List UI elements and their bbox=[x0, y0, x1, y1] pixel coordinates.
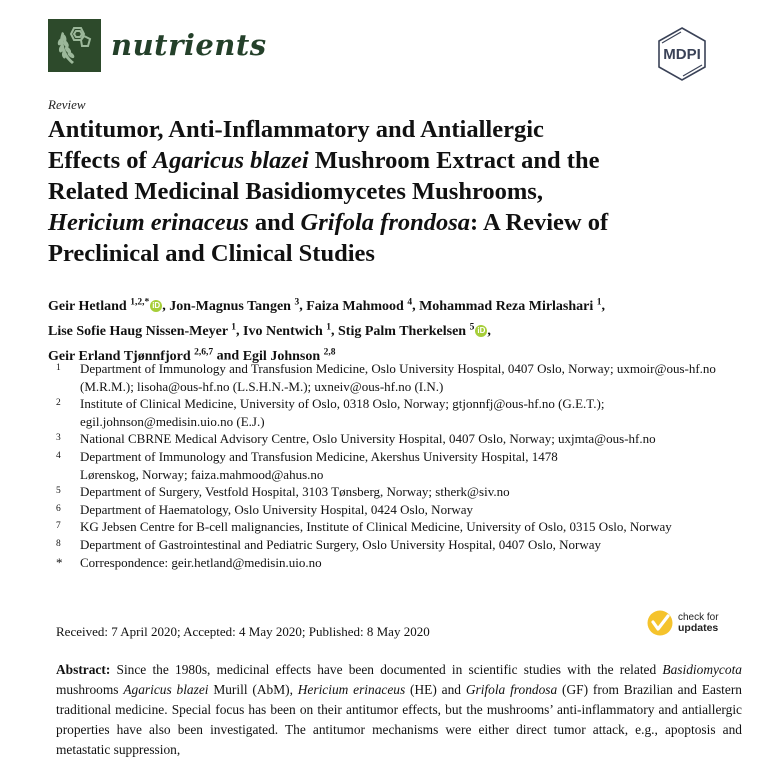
author[interactable] bbox=[306, 299, 412, 314]
journal-header bbox=[48, 18, 267, 72]
author-name: Stig Palm Therkelsen bbox=[338, 323, 467, 339]
author[interactable] bbox=[419, 299, 601, 314]
author-affiliation-ref: 2,8 bbox=[323, 347, 336, 358]
title-species: Grifola frondosa bbox=[300, 209, 471, 236]
author-name: Jon-Magnus Tangen bbox=[169, 298, 291, 314]
abstract-text: Since the 1980s, medicinal effects have been documented in scientific studies with the related bbox=[110, 662, 663, 677]
article-title bbox=[48, 114, 738, 269]
abstract-text: (HE) and bbox=[405, 682, 466, 697]
mdpi-hexagon-icon bbox=[656, 25, 708, 83]
author-affiliation-ref: 1 bbox=[596, 297, 602, 307]
title-line: Preclinical and Clinical Studies bbox=[48, 240, 375, 267]
abstract-label: Abstract: bbox=[56, 662, 111, 677]
affiliation-text: Department of Haematology, Oslo University Hospital, 0424 Oslo, Norway bbox=[80, 501, 474, 517]
author[interactable] bbox=[243, 324, 331, 339]
author-affiliation-ref: 3 bbox=[294, 297, 300, 307]
article-type: Review bbox=[48, 97, 86, 112]
mdpi-logo-text: MDPI bbox=[663, 46, 701, 63]
title-line: Antitumor, Anti-Inflammatory and Antiallergic bbox=[48, 116, 544, 143]
affiliation-item bbox=[56, 483, 746, 501]
separator: , bbox=[601, 298, 606, 314]
title-text: Effects of bbox=[48, 147, 153, 174]
affiliation-item bbox=[56, 448, 746, 483]
affiliation-number: 7 bbox=[56, 521, 61, 532]
correspondence-text: Correspondence: geir.hetland@medisin.uio.no bbox=[80, 554, 322, 570]
author-name: Geir Hetland bbox=[48, 298, 127, 314]
affiliation-item bbox=[56, 554, 746, 572]
separator: , bbox=[412, 298, 420, 314]
affiliation-text: Department of Gastrointestinal and Pediatric Surgery, Oslo University Hospital, 0407 Oslo, Norway bbox=[80, 536, 601, 552]
author-name: Mohammad Reza Mirlashari bbox=[419, 298, 594, 314]
author-affiliation-ref: 1 bbox=[326, 322, 332, 333]
affiliation-number: 4 bbox=[56, 450, 61, 461]
abstract-text: mushrooms bbox=[56, 682, 124, 697]
check-for-updates-label bbox=[678, 612, 719, 634]
abstract-species: Basidiomycota bbox=[662, 662, 742, 677]
author[interactable] bbox=[48, 299, 162, 314]
separator: , bbox=[487, 323, 491, 339]
title-species: Hericium erinaceus bbox=[48, 209, 249, 236]
affiliation-text: Department of Immunology and Transfusion Medicine, Akershus University Hospital, 1478 Lørenskog, Norway; faiza.mahmood@ahus.no bbox=[80, 448, 558, 482]
affiliation-item bbox=[56, 360, 746, 395]
journal-name[interactable]: nutrients bbox=[111, 28, 267, 62]
title-species: Agaricus blazei bbox=[152, 147, 309, 174]
separator: , bbox=[331, 323, 339, 339]
title-line: Related Medicinal Basidiomycetes Mushrooms, bbox=[48, 178, 543, 205]
abstract-text: (GF) from Brazilian and Eastern traditional medicine. Special focus has been on their antitumor effects, but the mushrooms’ anti-inflammatory and antiallergic properties have also been investigated. The antitumor mechanisms were either direct tumor attack, e.g., apoptosis and metastatic suppression, bbox=[56, 682, 742, 757]
author-name: Egil Johnson bbox=[242, 348, 321, 364]
affiliation-number: 1 bbox=[56, 363, 61, 373]
author-name: Ivo Nentwich bbox=[243, 323, 323, 339]
affiliation-item bbox=[56, 518, 746, 536]
author[interactable] bbox=[338, 324, 487, 339]
abstract-species: Hericium erinaceus bbox=[297, 682, 406, 697]
affiliation-number: 5 bbox=[56, 486, 61, 497]
author-affiliation-ref: 5 bbox=[469, 322, 475, 333]
check-for-updates-badge[interactable] bbox=[647, 610, 719, 636]
orcid-icon[interactable]: iD bbox=[152, 300, 161, 310]
check-mark-icon bbox=[647, 610, 673, 636]
affiliation-number: 8 bbox=[56, 538, 61, 549]
check-updates-line2: updates bbox=[678, 622, 719, 634]
publication-dates: Received: 7 April 2020; Accepted: 4 May 2020; Published: 8 May 2020 bbox=[56, 624, 430, 639]
abstract bbox=[56, 660, 742, 760]
wheat-molecule-logo-icon bbox=[52, 22, 98, 68]
separator: , bbox=[236, 323, 244, 339]
abstract-species: Agaricus blazei bbox=[123, 682, 209, 697]
author[interactable] bbox=[48, 324, 236, 339]
correspondence-mark: * bbox=[56, 554, 63, 570]
author-name: Lise Sofie Haug Nissen-Meyer bbox=[48, 323, 228, 339]
abstract-species: Grifola frondosa bbox=[465, 682, 558, 697]
affiliation-text: National CBRNE Medical Advisory Centre, Oslo University Hospital, 0407 Oslo, Norway; uxjmta@ous-hf.no bbox=[80, 431, 656, 447]
affiliation-text: Department of Surgery, Vestfold Hospital, 3103 Tønsberg, Norway; stherk@siv.no bbox=[80, 484, 510, 500]
affiliation-item bbox=[56, 430, 746, 448]
author-affiliation-ref: 2,6,7 bbox=[194, 347, 214, 358]
separator: , bbox=[162, 298, 170, 314]
affiliation-number: 3 bbox=[56, 433, 61, 444]
author-name: Geir Erland Tjønnfjord bbox=[48, 348, 191, 364]
mdpi-logo[interactable] bbox=[656, 25, 708, 83]
orcid-icon[interactable]: iD bbox=[477, 325, 486, 335]
affiliation-item bbox=[56, 536, 746, 554]
title-text: : A Review of bbox=[470, 209, 609, 236]
author-affiliation-ref: 1,2,* bbox=[130, 297, 150, 307]
author[interactable] bbox=[169, 299, 299, 314]
affiliation-number: 2 bbox=[56, 398, 61, 409]
affiliation-text: Department of Immunology and Transfusion Medicine, Oslo University Hospital, 0407 Oslo, Norway; uxmoir@ous-hf.no (M.R.M.); lisoha@ous-hf.no (L.S.H.N.-M.); uxneiv@ous-hf.no (I.N.) bbox=[80, 361, 716, 394]
check-updates-line1: check for bbox=[678, 612, 719, 623]
affiliation-item bbox=[56, 395, 746, 430]
separator: , bbox=[299, 298, 307, 314]
abstract-text: Murill (AbM), bbox=[208, 682, 298, 697]
affiliation-item bbox=[56, 501, 746, 519]
affiliation-list bbox=[56, 360, 746, 571]
title-text: and bbox=[248, 209, 301, 236]
title-text: Mushroom Extract and the bbox=[308, 147, 600, 174]
affiliation-number: 6 bbox=[56, 503, 61, 514]
author-name: Faiza Mahmood bbox=[306, 298, 404, 314]
journal-logo[interactable] bbox=[48, 19, 101, 72]
separator: and bbox=[213, 348, 243, 364]
author-affiliation-ref: 4 bbox=[407, 297, 413, 307]
affiliation-text: Institute of Clinical Medicine, University of Oslo, 0318 Oslo, Norway; gtjonnfj@ous-hf.no (G.E.T.); egil.johnson@medisin.uio.no (E.J.) bbox=[80, 396, 605, 429]
affiliation-text: KG Jebsen Centre for B-cell malignancies, Institute of Clinical Medicine, University of Oslo, 0315 Oslo, Norway bbox=[80, 519, 672, 535]
author-affiliation-ref: 1 bbox=[231, 322, 237, 333]
author-list bbox=[48, 292, 738, 367]
